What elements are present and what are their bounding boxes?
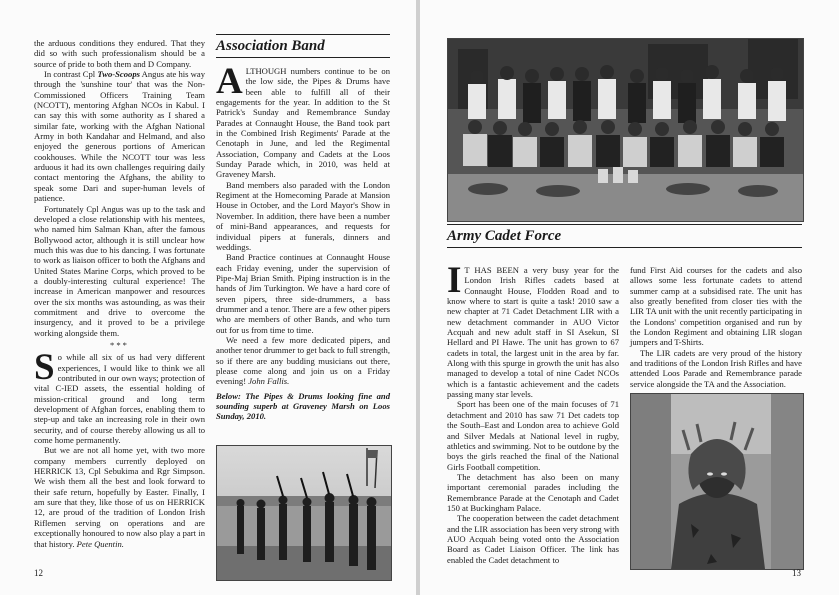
paragraph: [34, 445, 205, 548]
nickname: Two-Scoops: [97, 69, 140, 80]
signature: Pete Quentin.: [76, 538, 124, 549]
paragraph: fund First Aid courses for the cadets and also allows some less fortunate cadets to attend summer camp at a subsidised rate. The unit has also greatly benefited from closer ties with the LIR TA unit with the unit recently participating in the Londons' competition organised and run by the London Regiment and obtaining LIR slogan jumpers and T-Shirts.: [630, 265, 802, 348]
photo-caption: Below: The Pipes & Drums looking fine and sounding superb at Graveney Marsh on Loos Sunday, 2010.: [216, 390, 390, 422]
signature: John Fallis.: [248, 376, 290, 387]
band-column: [216, 61, 390, 422]
text: LTHOUGH numbers continue to be on the low side, the Pipes & Drums have been able to fulfill all of their engagements for the year. In addition to the St Patrick's Sunday and Remembrance Sunday Parades at Connaught House, the Band took part in the Combined Irish Regiments' Parade at the Cenotaph in June, and led the Regimental Association, Company and Cadets at the Loos Sunday Parade which, in 2010, was held at Graveney Marsh.: [216, 66, 390, 180]
paragraph: Band Practice continues at Connaught House each Friday evening, under the supervision of Pipe-Maj Brian Smith. Piping instruction is in the hands of Jim Turkington. We have a hard core of seven pipers, three side-drummers, a bass drummer and a tenor. There are a few other pipers who are members of other Bands, and who turn out for us from time to time.: [216, 252, 390, 335]
paragraph: the arduous conditions they endured. That they did so with such professionalism should be a source of pride to both them and D Company.: [34, 38, 205, 69]
section-heading-block: [447, 224, 802, 248]
text: In contrast Cpl: [44, 69, 98, 80]
paragraph: Fortunately Cpl Angus was up to the task and developed a close relationship with his mentees, who named him Salman Khan, after the famous Bollywood actor, although it is still unclear how much this was due to his dancing. I was fortunate to work as liaison officer to both the Afghans and United States Marine Corps, which proved to be a doubly-interesting cultural experience! The increase in American manpower and resources over the six months was astounding, as was their commitment and drive to overcome the insurgency, and it proved to be a privilege working alongside them.: [34, 203, 205, 338]
paragraph: [34, 347, 205, 446]
drop-cap: S: [34, 347, 55, 389]
right-page: [420, 0, 839, 595]
page-number: 13: [792, 568, 801, 578]
cadets-column-2: [630, 265, 802, 389]
pipes-and-drums-photo: [216, 445, 392, 581]
drop-cap: I: [447, 260, 462, 301]
text: o while all six of us had very different experiences, I would like to think we all contributed in our own ways; protection of vital C-IED assets, the essential holding of mission-critical ground and long term development of Afghan forces, enabling them to step-up and take an increasing role in their own security, and of course thereby allowing us all to come home permanently.: [34, 352, 205, 446]
paragraph: [34, 69, 205, 203]
paragraph: [216, 61, 390, 180]
section-heading-block: [216, 34, 390, 58]
left-page: [0, 0, 416, 595]
paragraph: The LIR cadets are very proud of the history and traditions of the London Irish Rifles and have attended Loos Parade and Remembrance parade service alongside the TA and the Association.: [630, 347, 802, 389]
section-separator: ***: [110, 339, 129, 350]
section-heading: Army Cadet Force: [447, 228, 562, 244]
paragraph: [447, 260, 619, 400]
text: T HAS BEEN a very busy year for the London Irish Rifles cadets based at Connaught House, Flodden Road and to know where to start is quite a task! 2010 saw a new chapter at 71 Cadet Detachment LIR with a new detachment commander in AUO Victor Acquah and new adult staff in SI Asekun, SI Hellard and PI Hawe. The unit has grown to 67 cadets in total, the largest unit in the area by far. Along with this spurge in growth the unit has also managed to develop a total of nine Cadet NCOs which is a fantastic achievement and the cadets passing many star levels.: [447, 265, 619, 400]
cadets-group-photo: [447, 38, 804, 222]
paragraph: [216, 335, 390, 387]
paragraph: The detachment has also been on many important ceremonial parades including the Remembrance Parade at the Cenotaph and Cadet 150 at Buckingham Palace.: [447, 471, 619, 513]
paragraph: Sport has been one of the main focuses of 71 detachment and 2010 has saw 71 Det cadets top the South–East and London area to achieve Gold and Silver Medals at National level in rugby, athletics and swimming. Not to be outdone by the boys the girls reached the final of the National Girls Football competition.: [447, 399, 619, 472]
text: But we are not all home yet, with two more company members currently deployed on HERRICK 13, Cpl Sebukima and Rgr Simpson. We wish them all the best and look forward to their safe return, hopefully by Easter. Finally, I am sure that they, like those of us on HERRICK 12, are proud of the tradition of London Irish Riflemen serving on operations and are exceptionally honoured to now also play a part in that history.: [34, 445, 205, 549]
paragraph: The cooperation between the cadet detachment and the LIR association has been very strong with AUO Acquah being voted onto the Association Board as Cadet Liaison Officer. The link has enabled the Cadet detachment to: [447, 513, 619, 565]
cadets-column-1: [447, 260, 619, 565]
text: We need a few more dedicated pipers, and another tenor drummer to get back to full strength, so if there are any budding musicians out there, please come along and join us on a Friday evening!: [216, 334, 390, 387]
paragraph: Band members also paraded with the London Regiment at the Homecoming Parade at Mansion House in October, and the Lord Mayor's Show in November. In addition, there have been a number of mini-Band appearances, and requests for individual pipers at funerals, dinners and weddings.: [216, 179, 390, 252]
drop-cap: A: [216, 61, 243, 102]
page-number: 12: [34, 568, 43, 578]
section-heading: Association Band: [216, 38, 325, 54]
left-column: [34, 38, 205, 549]
text: Angus ate his way through the 'sunshine tour' that was the Non-Commissioned Officers Training Team (NCOTT), mentoring Afghan NCOs in Kabul. I can say this with some authority as I shared a similar fate, working with the Afghan National Army in both Kandahar and Helmand, and also enjoyed the generous portions of American cookhouses. While the NCOTT tour was less arduous it had its own challenges requiring daily contact mentoring the Afghans, the ability to speak some Dari and super-human levels of patience.: [34, 69, 205, 204]
cadet-portrait-photo: [630, 393, 804, 570]
